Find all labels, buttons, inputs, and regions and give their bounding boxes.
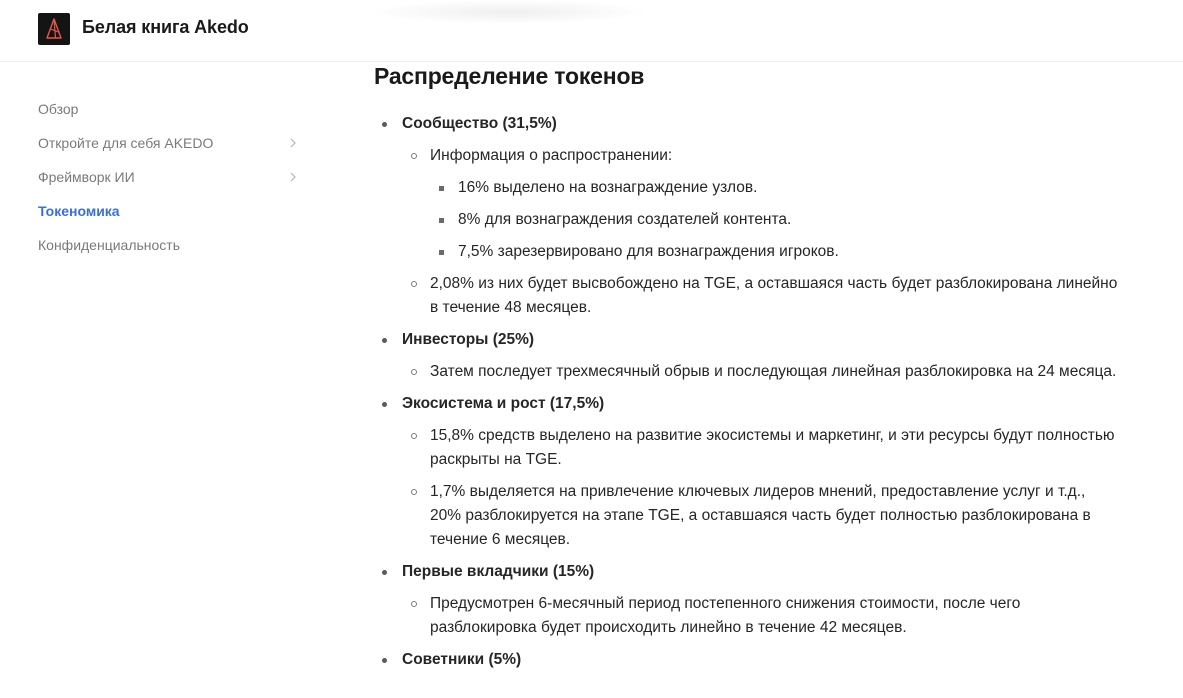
akedo-logo-icon[interactable] <box>38 13 70 45</box>
list-item-community: Сообщество (31,5%) <box>374 112 1134 136</box>
chevron-right-icon[interactable] <box>289 160 297 194</box>
sidebar-item-label: Фреймворк ИИ <box>38 169 135 185</box>
list-item-advisors: Советники (5%) <box>374 648 1134 672</box>
list-item-ecosystem-growth: Экосистема и рост (17,5%) <box>374 392 1134 416</box>
list-item: 15,8% средств выделено на развитие экосистемы и маркетинг, и эти ресурсы будут полностью раскрыты на TGE. <box>374 424 1120 472</box>
sidebar-item-label: Откройте для себя AKEDO <box>38 135 214 151</box>
site-title[interactable]: Белая книга Akedo <box>82 17 249 37</box>
page-title: Распределение токенов <box>374 63 645 89</box>
sidebar-nav <box>38 92 303 262</box>
list-item: 7,5% зарезервировано для вознаграждения игроков. <box>374 240 1134 264</box>
sidebar-item-ai-framework[interactable] <box>38 160 303 194</box>
list-item: 8% для вознаграждения создателей контента. <box>374 208 1134 232</box>
sidebar-item-label: Конфиденциальность <box>38 237 181 253</box>
list-item: 16% выделено на вознаграждение узлов. <box>374 176 1134 200</box>
list-item: Предусмотрен 6-месячный период постепенного снижения стоимости, после чего разблокировка будет происходить линейно в течение 42 месяцев. <box>374 592 1120 640</box>
list-item-investors: Инвесторы (25%) <box>374 328 1134 352</box>
header-decoration <box>370 0 650 24</box>
main-content <box>374 61 1134 698</box>
sidebar-item-label: Обзор <box>38 101 79 117</box>
sidebar-item-overview[interactable] <box>38 92 303 126</box>
sidebar-item-label: Токеномика <box>38 203 120 219</box>
chevron-right-icon[interactable] <box>289 126 297 160</box>
list-item: 2,08% из них будет высвобождено на TGE, а оставшаяся часть будет разблокирована линейно в течение 48 месяцев. <box>374 272 1120 320</box>
list-item-early-contributors: Первые вкладчики (15%) <box>374 560 1134 584</box>
list-item: Информация о распространении: <box>374 144 1120 168</box>
top-header <box>0 0 1183 62</box>
sidebar-item-discover-akedo[interactable] <box>38 126 303 160</box>
sidebar-item-privacy[interactable] <box>38 228 303 262</box>
list-item: 1,7% выделяется на привлечение ключевых лидеров мнений, предоставление услуг и т.д., 20% разблокируется на этапе TGE, а оставшаяся часть будет полностью разблокирована в течение 6 месяцев. <box>374 480 1120 552</box>
token-distribution-list <box>374 112 1134 680</box>
sidebar-item-tokenomics[interactable] <box>38 194 303 228</box>
list-item: Затем последует трехмесячный обрыв и последующая линейная разблокировка на 24 месяца. <box>374 360 1120 384</box>
